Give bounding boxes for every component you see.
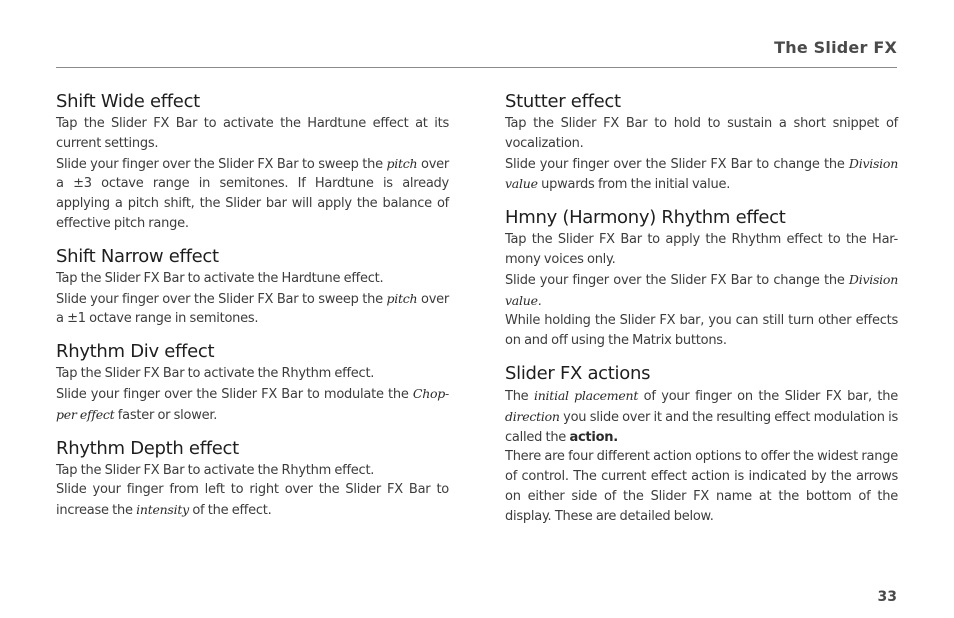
text-run: upwards from the initial value. xyxy=(537,177,731,193)
section-heading: Shift Narrow effect xyxy=(56,245,219,267)
header-divider xyxy=(56,67,897,68)
text-run: There are four different action options to offer the widest range of control. The current effect action is indicated by the arrows on either side of the Slider FX name at the bottom of the display. These are detailed below. xyxy=(505,449,898,524)
section-shift-narrow-effect xyxy=(56,245,449,329)
text-run: over a ±3 octave range in semitones. If Hardtune is already applying a pitch shift, the Slider bar will apply the balance of effective pitch range. xyxy=(56,156,450,231)
text-run: Tap the Slider FX Bar to activate the Rhythm effect. xyxy=(56,366,375,382)
text-run: Tap the Slider FX Bar to apply the Rhythm effect to the Har-mony voices only. xyxy=(505,232,898,267)
page-header-title: The Slider FX xyxy=(774,38,897,57)
emphasis-text: intensity xyxy=(136,502,189,518)
body-paragraph xyxy=(505,311,898,351)
body-paragraph xyxy=(56,154,449,234)
body-paragraph xyxy=(56,289,449,330)
text-run: Slide your finger over the Slider FX Bar to sweep the xyxy=(56,291,387,307)
body-paragraph xyxy=(505,447,898,526)
section-heading: Stutter effect xyxy=(505,91,621,112)
section-heading: Rhythm Depth effect xyxy=(56,437,239,459)
body-paragraph xyxy=(505,270,898,312)
text-run: you slide over it and the resulting effect modulation is called the xyxy=(505,409,898,445)
text-run: Slide your finger over the Slider FX Bar to change the xyxy=(505,156,849,172)
left-column xyxy=(56,90,449,532)
text-run: over a ±1 octave range in semitones. xyxy=(56,291,450,327)
emphasis-text: direction xyxy=(505,408,560,424)
text-run: Tap the Slider FX Bar to activate the Rhythm effect. xyxy=(56,462,375,478)
emphasis-text: initial placement xyxy=(534,387,639,403)
body-paragraph xyxy=(505,230,898,270)
section-heading: Hmny (Harmony) Rhythm effect xyxy=(505,207,786,229)
section-heading: Slider FX actions xyxy=(505,362,651,384)
text-run: of the effect. xyxy=(188,503,272,519)
text-run: Tap the Slider FX Bar to activate the Hardtune effect. xyxy=(56,270,384,286)
bold-text: action. xyxy=(569,429,618,445)
section-hmny-harmony-rhythm-effect xyxy=(505,206,898,351)
section-heading: Shift Wide effect xyxy=(56,91,200,112)
emphasis-text: Division value. xyxy=(505,271,898,308)
body-paragraph xyxy=(56,269,449,289)
text-run: While holding the Slider FX bar, you can still turn other effects on and off using the Matrix buttons. xyxy=(505,313,898,349)
body-paragraph xyxy=(505,114,898,154)
text-run: Slide your finger over the Slider FX Bar to sweep the xyxy=(56,156,387,172)
emphasis-text: pitch xyxy=(386,155,418,171)
section-heading: Rhythm Div effect xyxy=(56,341,215,363)
text-run: of your finger on the Slider FX bar, the xyxy=(638,388,898,404)
emphasis-text: pitch xyxy=(386,290,418,306)
section-slider-fx-actions xyxy=(505,362,898,527)
emphasis-text: Chop-per effect xyxy=(56,385,449,422)
text-run: Slide your finger from left to right over the Slider FX Bar to increase the xyxy=(56,482,449,519)
section-stutter-effect xyxy=(505,90,898,195)
body-paragraph xyxy=(56,480,449,521)
section-rhythm-depth-effect xyxy=(56,437,449,521)
body-paragraph xyxy=(56,384,449,426)
text-run: Tap the Slider FX Bar to hold to sustain a short snippet of vocalization. xyxy=(505,116,898,151)
body-paragraph xyxy=(505,154,898,196)
body-paragraph xyxy=(505,386,898,447)
text-run: The xyxy=(505,388,534,404)
text-run: Slide your finger over the Slider FX Bar to modulate the xyxy=(56,386,413,402)
page-number: 33 xyxy=(877,589,897,605)
body-paragraph xyxy=(56,364,449,384)
text-run: faster or slower. xyxy=(114,407,218,423)
text-run: Slide your finger over the Slider FX Bar to change the xyxy=(505,272,849,288)
section-rhythm-div-effect xyxy=(56,340,449,425)
section-shift-wide-effect xyxy=(56,90,449,234)
body-paragraph xyxy=(56,461,449,481)
emphasis-text: Division value xyxy=(505,155,898,192)
text-run: Tap the Slider FX Bar to activate the Hardtune effect at its current settings. xyxy=(56,116,449,151)
body-paragraph xyxy=(56,114,449,154)
right-column xyxy=(505,90,898,538)
